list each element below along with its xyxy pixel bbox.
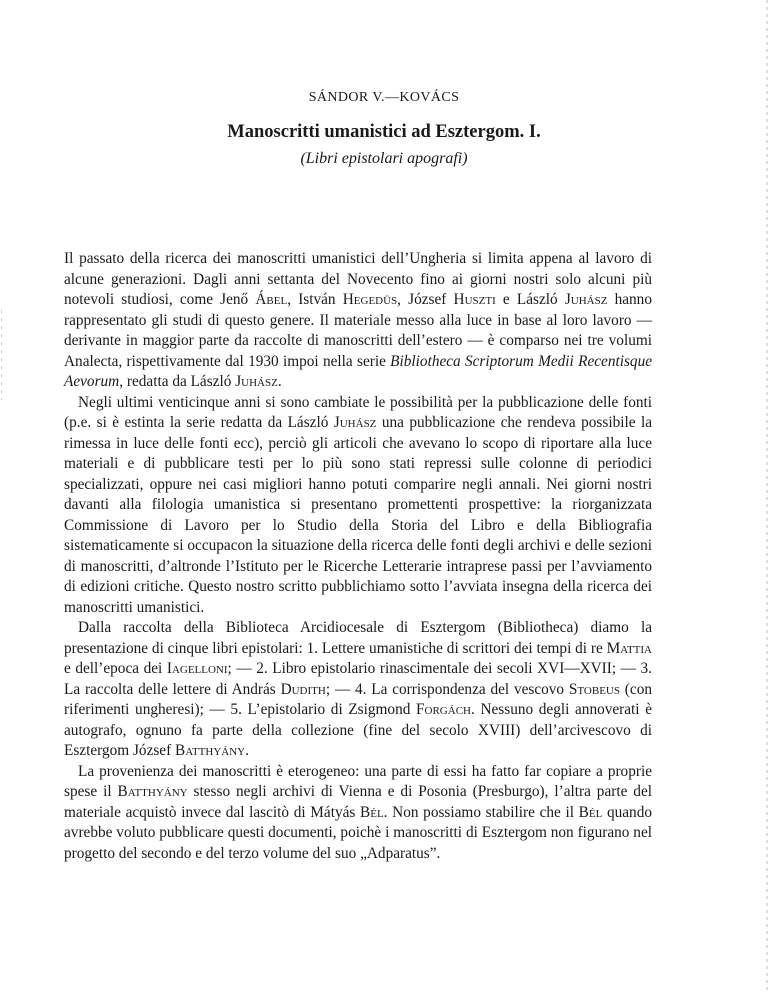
- article-title: Manoscritti umanistici ad Esztergom. I.: [227, 122, 541, 142]
- italic-title: Bibliotheca Scriptorum Medii Recentisque Aevorum: [64, 352, 653, 390]
- name-small-caps: Batthyány: [175, 742, 246, 759]
- text-run: . Nessuno degli annoverati è autografo, ognuno fa parte della collezione (fine del secolo XVIII) dell’arcivescovo di Esztergom József: [64, 701, 652, 759]
- name-small-caps: Stobeus: [568, 680, 620, 698]
- text-run: e dell’epoca dei: [64, 660, 167, 677]
- body-paragraph: [64, 393, 652, 619]
- text-run: e László: [495, 291, 565, 308]
- name-small-caps: Batthyány: [117, 783, 188, 800]
- text-run: ; — 4. La corrispondenza del vescovo: [325, 680, 569, 698]
- author-line: SÁNDOR V.—KOVÁCS: [308, 90, 460, 105]
- text-run: (con riferimenti ungheresi); — 5. L’epistolario di Zsigmond: [64, 680, 652, 718]
- text-run: .: [245, 742, 249, 759]
- text-run: stesso negli archivi di Vienna e di Posonia (Presburgo), l’altra parte del materiale acquistò invece dal lascitò di Mátyás: [64, 783, 652, 821]
- name-small-caps: Iagelloni: [166, 660, 228, 677]
- text-run: , redatta da László: [119, 373, 236, 390]
- name-small-caps: Juhász: [564, 291, 608, 308]
- name-small-caps: Bél: [360, 803, 384, 821]
- text-run: ; — 2. Libro epistolario rinascimentale dei secoli XVI—XVII; — 3. La raccolta delle lettere di András: [64, 660, 652, 698]
- name-small-caps: Huszti: [453, 291, 496, 308]
- scan-edge-left: [1, 310, 2, 400]
- name-small-caps: Mattia: [606, 639, 652, 657]
- text-run: quando avrebbe voluto pubblicare questi documenti, poichè i manoscritti di Esztergom non figurano nel progetto del secondo e del terzo volume del suo „Adparatus”.: [64, 803, 652, 862]
- name-small-caps: Bél: [578, 803, 603, 821]
- body-paragraph: [64, 249, 652, 393]
- name-small-caps: Juhász: [235, 373, 278, 390]
- text-run: .: [277, 373, 282, 390]
- text-run: una pubblicazione che rendeva possibile la rimessa in luce delle fonti ecc), perciò gli articoli che avevano lo scopo di riportare alla luce materiali e di pubblicare testi per lo più sono stati repressi sulle colonne di periodici specializzati, oppure nei casi migliori hanno potuti comparire negli annali. Nei giorni nostri davanti alla filologia umanistica si presentano promettenti prospettive: la riorganizzata Commissione di Lavoro per lo Studio della Storia del Libro e della Bibliografia sistematicamente si occupacon la situazione della ricerca delle fonti degli archivi e delle sezioni di manoscritti, d’altronde l’Istituto per le Ricerche Letterarie intraprese passi per l’avviamento di edizioni critiche. Questo nostro scritto pubblichiamo sotto l’avviata insegna della ricerca dei manoscritti umanistici.: [64, 414, 652, 616]
- body-paragraph: [64, 618, 652, 762]
- text-run: Dalla raccolta della Biblioteca Arcidiocesale di Esztergom (Bibliotheca) diamo la presentazione di cinque libri epistolari: 1. Lettere umanistiche di scrittori dei tempi di re: [64, 619, 652, 657]
- text-run: Il passato della ricerca dei manoscritti umanistici dell’Ungheria si limita appena al lavoro di alcune generazioni. Dagli anni settanta del Novecento fino ai giorni nostri solo alcuni più notevoli studiosi, come Jenő: [64, 250, 652, 308]
- name-small-caps: Ábel: [255, 291, 288, 308]
- name-small-caps: Dudith: [280, 680, 326, 698]
- name-small-caps: Hegedüs: [342, 291, 398, 308]
- name-small-caps: Forgách: [416, 701, 471, 718]
- body-paragraph: [64, 762, 652, 865]
- text-run: Negli ultimi venticinque anni si sono cambiate le possibilità per la pubblicazione delle fonti (p.e. si è estinta la serie redatta da László: [64, 393, 652, 431]
- article-subtitle: (Libri epistolari apografi): [300, 150, 468, 167]
- text-run: , József: [397, 291, 454, 308]
- text-run: , István: [287, 291, 343, 308]
- text-run: hanno rappresentato gli studi di questo genere. Il materiale messo alla luce in base al loro lavoro — derivante in maggior parte da raccolte di manoscritti dell’estero — è comparso nei tre volumi Analecta, rispettivamente dal 1930 impoi nella serie: [64, 291, 652, 370]
- text-run: . Non possiamo stabilire che il: [383, 803, 579, 821]
- name-small-caps: Juhász: [333, 414, 377, 431]
- text-run: La provenienza dei manoscritti è eterogeneo: una parte di essi ha fatto far copiare a proprie spese il: [64, 762, 652, 800]
- article-body: [64, 249, 652, 864]
